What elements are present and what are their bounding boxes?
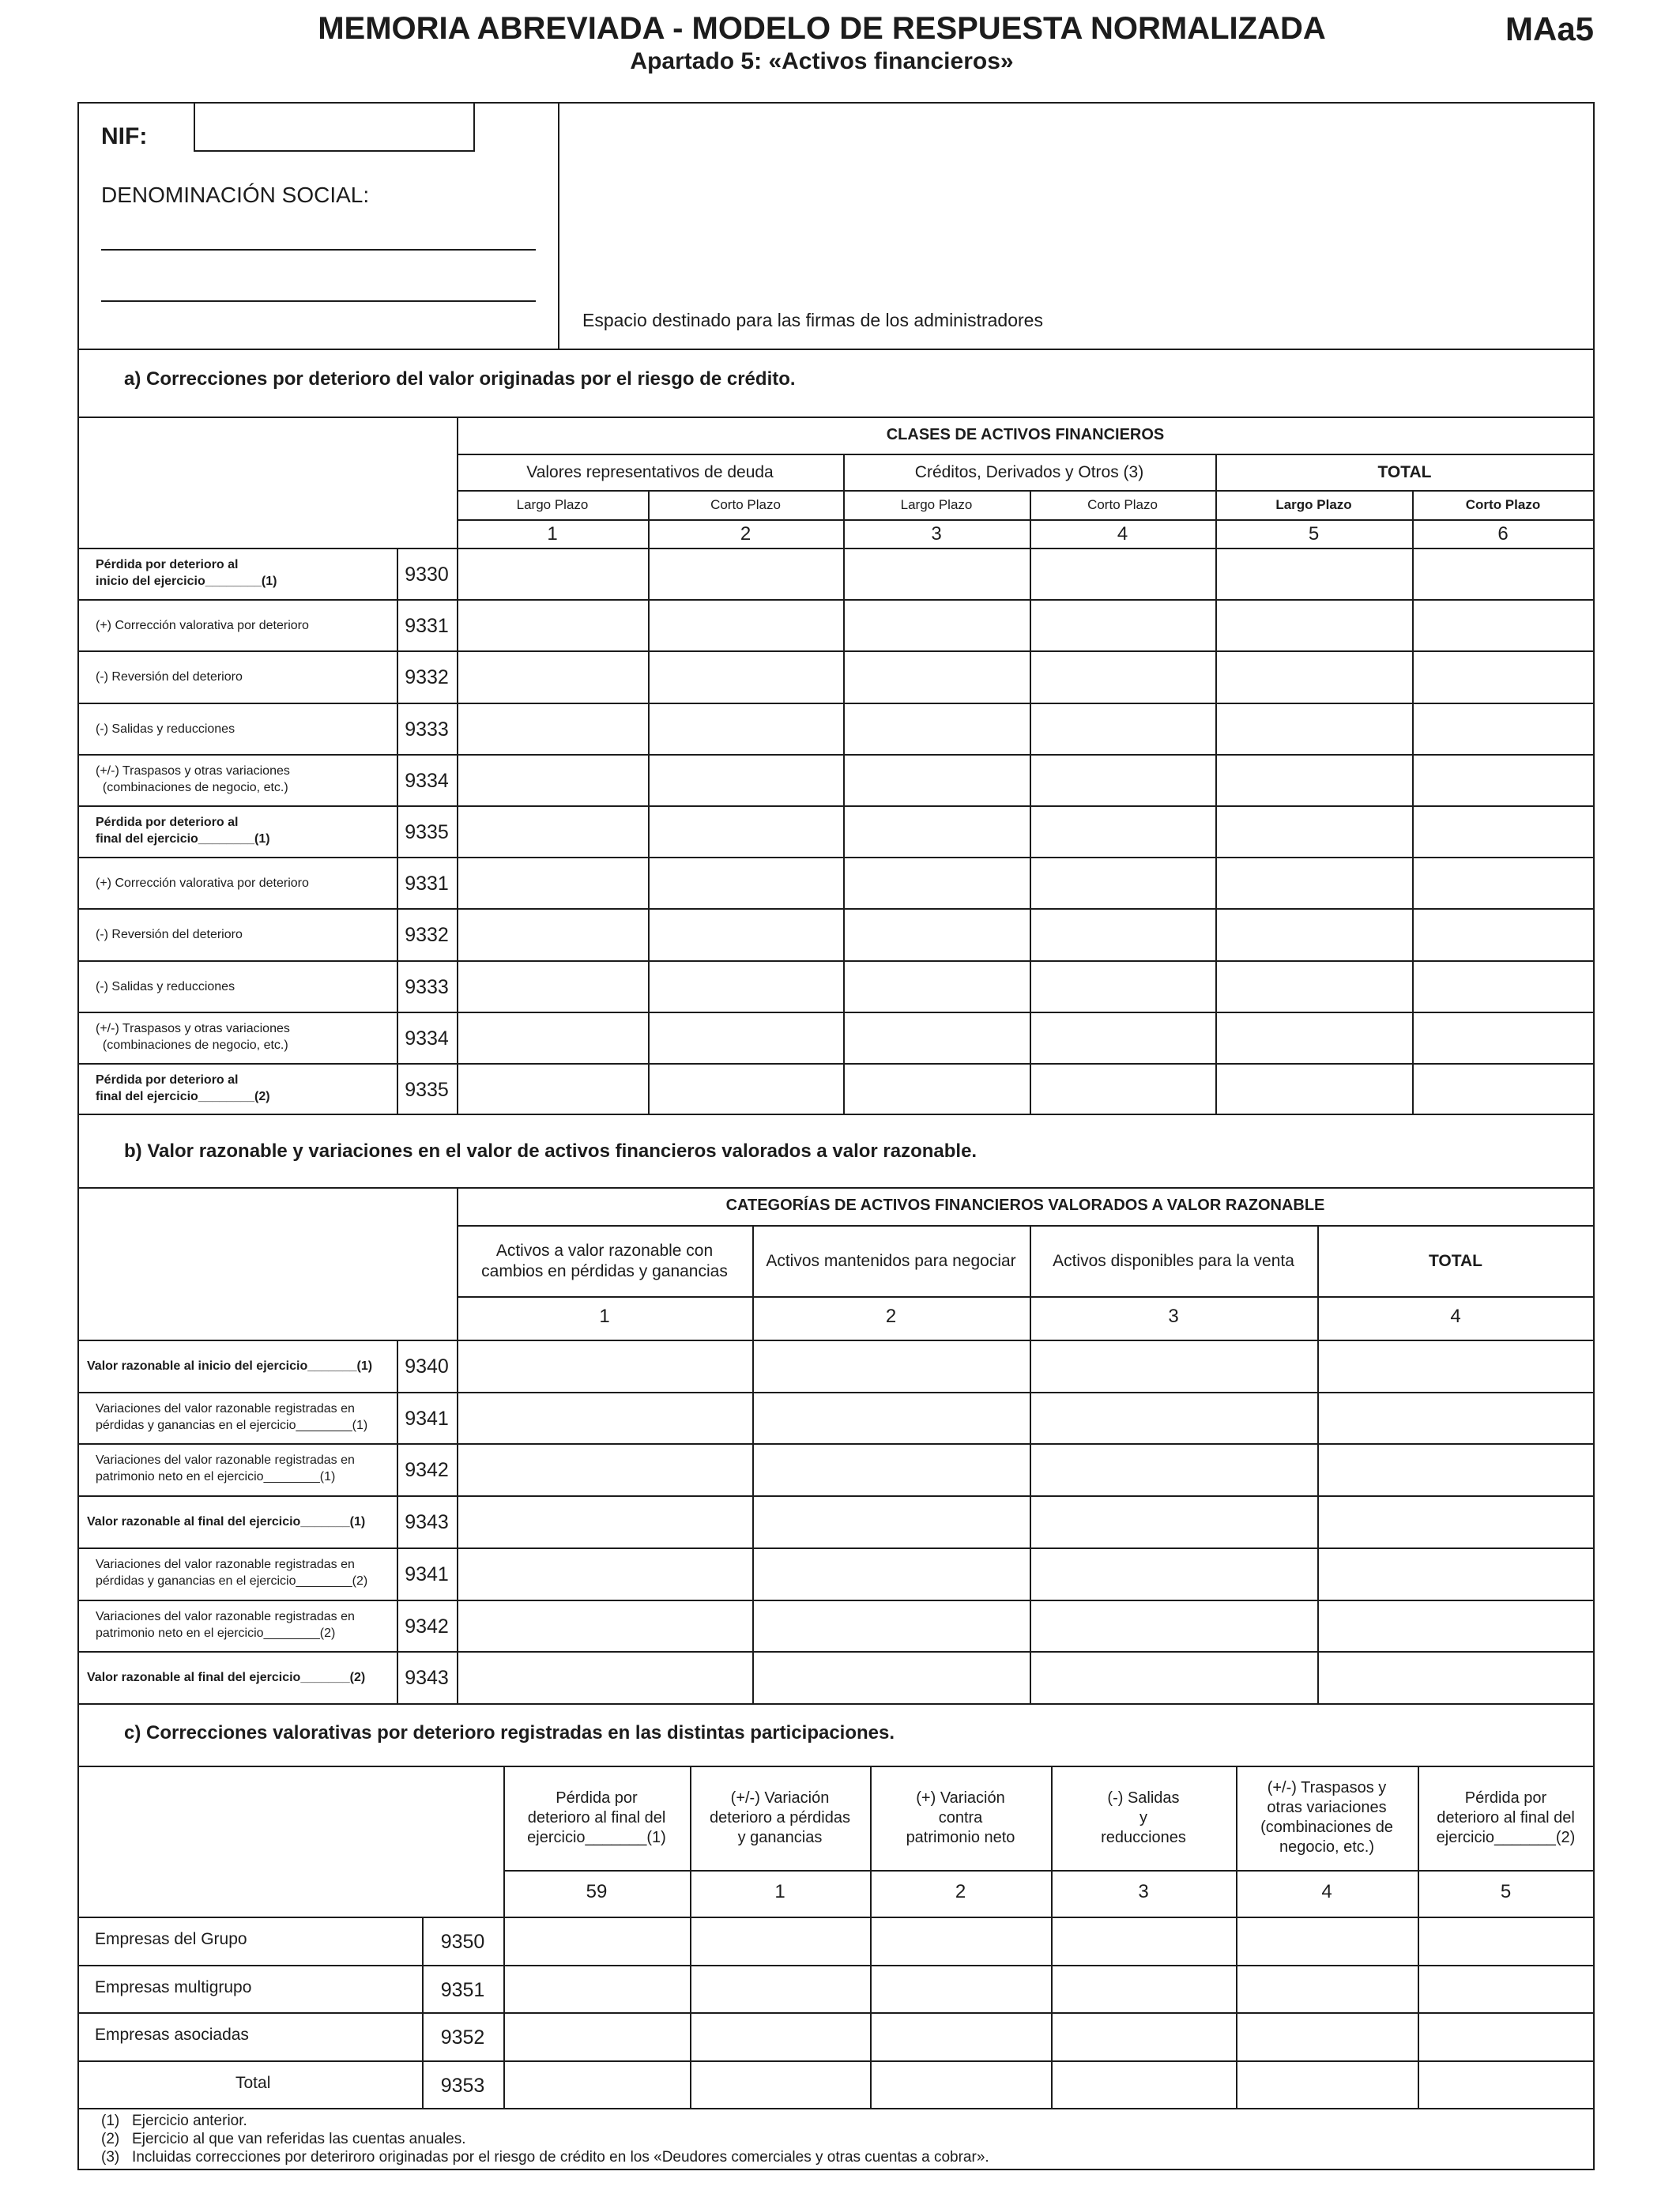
section-a-row-code: 9332 <box>405 666 449 688</box>
section-c-col-header: otras variaciones <box>1267 1799 1387 1816</box>
section-a-input-cell[interactable] <box>458 756 647 805</box>
section-b-col-number: 2 <box>885 1306 897 1327</box>
section-c-title: c) Correcciones valorativas por deterioro registradas en las distintas participaciones. <box>124 1722 895 1744</box>
section-c-input-cell[interactable] <box>872 2014 1050 2060</box>
section-c-input-cell[interactable] <box>691 2062 869 2108</box>
section-a-group-header: CLASES DE ACTIVOS FINANCIEROS <box>886 426 1165 443</box>
section-c-col-header: deterioro a pérdidas <box>710 1809 850 1826</box>
section-a-input-cell[interactable] <box>1031 601 1215 650</box>
section-a-title: a) Correcciones por deterioro del valor originadas por el riesgo de crédito. <box>124 368 796 390</box>
section-c-col-number: 5 <box>1500 1881 1512 1902</box>
section-c-col-header: (+/-) Traspasos y <box>1267 1779 1387 1796</box>
section-a-group-rule <box>457 454 1594 455</box>
section-b-input-cell[interactable] <box>754 1601 1029 1651</box>
section-a-row-label: (-) Reversión del deterioro <box>96 670 243 684</box>
section-b-col-header: Activos a valor razonable con <box>495 1242 714 1260</box>
section-c-input-cell[interactable] <box>505 2014 689 2060</box>
section-a-input-cell[interactable] <box>650 652 842 701</box>
section-a-input-cell[interactable] <box>1031 1065 1215 1114</box>
section-c-input-cell[interactable] <box>1053 1966 1235 2012</box>
section-a-input-cell[interactable] <box>1217 601 1411 650</box>
section-a-row-label: Pérdida por deterioro al <box>96 816 239 829</box>
firmas-label: Espacio destinado para las firmas de los administradores <box>582 310 1043 330</box>
section-b-row-label: pérdidas y ganancias en el ejercicio________(1) <box>96 1419 368 1432</box>
section-c-col-header: (-) Salidas <box>1107 1789 1180 1807</box>
section-c-col-header: contra <box>938 1809 983 1826</box>
section-b-row-label: Variaciones del valor razonable registradas en <box>96 1558 355 1571</box>
section-c-input-cell[interactable] <box>1419 1966 1593 2012</box>
section-b-input-cell[interactable] <box>1319 1601 1593 1651</box>
section-b-input-cell[interactable] <box>1031 1341 1317 1391</box>
section-a-input-cell[interactable] <box>1031 807 1215 856</box>
form-title: MEMORIA ABREVIADA - MODELO DE RESPUESTA NORMALIZADA <box>318 11 1326 46</box>
section-a-row-label: inicio del ejercicio________(1) <box>96 575 277 588</box>
section-b-input-cell[interactable] <box>754 1497 1029 1547</box>
section-c-bottom-rule <box>78 2108 1594 2109</box>
denominacion-line-2[interactable] <box>101 300 536 302</box>
section-a-row-label: (combinaciones de negocio, etc.) <box>96 781 288 794</box>
section-a-input-cell[interactable] <box>650 962 842 1011</box>
section-a-subcol-rule <box>457 519 1594 521</box>
section-a-input-cell[interactable] <box>650 807 842 856</box>
section-a-subcol: Corto Plazo <box>710 497 781 512</box>
section-b-input-cell[interactable] <box>754 1393 1029 1443</box>
section-a-input-cell[interactable] <box>1031 652 1215 701</box>
section-a-input-cell[interactable] <box>1031 549 1215 598</box>
section-b-row-label: patrimonio neto en el ejercicio________(1) <box>96 1470 336 1483</box>
denominacion-line-1[interactable] <box>101 249 536 251</box>
section-c-col-header: deterioro al final del <box>527 1809 666 1826</box>
section-c-row-code: 9353 <box>440 2075 485 2097</box>
section-a-subcol: Largo Plazo <box>1275 497 1352 512</box>
section-b-col-header: TOTAL <box>1428 1252 1483 1270</box>
section-c-col-header: deterioro al final del <box>1437 1809 1575 1826</box>
section-b-input-cell[interactable] <box>458 1549 751 1599</box>
section-a-input-cell[interactable] <box>650 704 842 753</box>
section-a-col-number: 5 <box>1308 523 1320 545</box>
section-c-col-header: y <box>1139 1809 1147 1826</box>
section-b-input-cell[interactable] <box>754 1549 1029 1599</box>
section-a-row-label: (+) Corrección valorativa por deterioro <box>96 619 309 632</box>
section-b-row-label: Valor razonable al inicio del ejercicio_______(1) <box>87 1359 373 1373</box>
section-a-input-cell[interactable] <box>458 807 647 856</box>
section-a-col-number: 6 <box>1497 523 1509 545</box>
footnote: (2) Ejercicio al que van referidas las cuentas anuales. <box>101 2131 466 2147</box>
section-c-row-label: Empresas asociadas <box>95 2026 249 2044</box>
section-a-input-cell[interactable] <box>1217 549 1411 598</box>
section-a-col-group: Créditos, Derivados y Otros (3) <box>914 463 1144 481</box>
section-a-input-cell[interactable] <box>1031 756 1215 805</box>
section-b-row-label: patrimonio neto en el ejercicio________(2) <box>96 1627 336 1640</box>
section-a-input-cell[interactable] <box>845 704 1029 753</box>
section-a-input-cell[interactable] <box>1414 704 1593 753</box>
section-a-input-cell[interactable] <box>650 1013 842 1062</box>
section-c-col-header: y ganancias <box>737 1829 823 1846</box>
section-c-col-header: negocio, etc.) <box>1279 1838 1375 1856</box>
section-b-col-number: 4 <box>1450 1306 1461 1327</box>
section-b-input-cell[interactable] <box>1031 1393 1317 1443</box>
form-frame <box>77 102 1595 2170</box>
denominacion-label: DENOMINACIÓN SOCIAL: <box>101 183 370 207</box>
section-a-input-cell[interactable] <box>650 910 842 959</box>
section-c-col-number: 59 <box>586 1881 608 1902</box>
section-c-row-code: 9352 <box>440 2026 485 2049</box>
section-b-row-label: Valor razonable al final del ejercicio_______(1) <box>87 1515 366 1529</box>
section-a-row-code: 9334 <box>405 770 449 792</box>
section-a-input-cell[interactable] <box>1217 910 1411 959</box>
section-b-input-cell[interactable] <box>754 1653 1029 1702</box>
section-a-input-cell[interactable] <box>1414 1065 1593 1114</box>
section-c-input-cell[interactable] <box>1419 1918 1593 1964</box>
section-b-col-header: Activos mantenidos para negociar <box>766 1252 1016 1270</box>
section-a-col-group: Valores representativos de deuda <box>526 463 774 481</box>
section-b-input-cell[interactable] <box>1319 1341 1593 1391</box>
section-a-input-cell[interactable] <box>1217 807 1411 856</box>
section-b-input-cell[interactable] <box>1319 1393 1593 1443</box>
section-a-input-cell[interactable] <box>458 1065 647 1114</box>
section-b-input-cell[interactable] <box>1319 1549 1593 1599</box>
footnote: (1) Ejercicio anterior. <box>101 2113 247 2129</box>
section-a-input-cell[interactable] <box>845 962 1029 1011</box>
section-a-input-cell[interactable] <box>1031 962 1215 1011</box>
section-a-input-cell[interactable] <box>845 1065 1029 1114</box>
section-c-top-rule <box>78 1703 1594 1705</box>
nif-label: NIF: <box>101 123 148 149</box>
section-c-row-label: Total <box>235 2074 271 2092</box>
section-b-colhead-rule <box>457 1296 1594 1298</box>
section-c-col-header: patrimonio neto <box>906 1829 1015 1846</box>
section-a-input-cell[interactable] <box>845 549 1029 598</box>
section-a-input-cell[interactable] <box>845 858 1029 907</box>
section-a-subcol: Largo Plazo <box>516 497 589 512</box>
section-b-input-cell[interactable] <box>458 1601 751 1651</box>
section-a-row-code: 9335 <box>405 1079 449 1101</box>
section-b-input-cell[interactable] <box>1031 1497 1317 1547</box>
section-a-row-label: (+/-) Traspasos y otras variaciones <box>96 764 290 778</box>
section-b-input-cell[interactable] <box>458 1341 751 1391</box>
section-b-input-cell[interactable] <box>754 1445 1029 1495</box>
section-a-input-cell[interactable] <box>1217 962 1411 1011</box>
section-a-input-cell[interactable] <box>458 549 647 598</box>
form-subtitle: Apartado 5: «Activos financieros» <box>630 48 1014 74</box>
section-a-input-cell[interactable] <box>1217 858 1411 907</box>
section-c-col-number: 2 <box>955 1881 966 1902</box>
section-a-input-cell[interactable] <box>1414 1013 1593 1062</box>
section-c-input-cell[interactable] <box>1237 1918 1417 1964</box>
section-a-input-cell[interactable] <box>1031 858 1215 907</box>
section-c-input-cell[interactable] <box>1237 2062 1417 2108</box>
section-b-input-cell[interactable] <box>458 1653 751 1702</box>
section-a-top-rule <box>78 349 1594 350</box>
section-b-title: b) Valor razonable y variaciones en el valor de activos financieros valorados a valor razonable. <box>124 1140 977 1162</box>
section-a-input-cell[interactable] <box>458 704 647 753</box>
section-a-input-cell[interactable] <box>650 1065 842 1114</box>
section-b-row-code: 9342 <box>405 1615 449 1638</box>
section-a-input-cell[interactable] <box>1217 1013 1411 1062</box>
section-c-input-cell[interactable] <box>1053 2062 1235 2108</box>
section-c-col-number: 4 <box>1321 1881 1332 1902</box>
section-a-col-number: 2 <box>740 523 751 545</box>
section-a-input-cell[interactable] <box>458 601 647 650</box>
section-c-input-cell[interactable] <box>872 1918 1050 1964</box>
section-a-input-cell[interactable] <box>650 756 842 805</box>
section-a-row-label: final del ejercicio________(1) <box>96 832 270 846</box>
section-a-row-code: 9333 <box>405 718 449 741</box>
section-a-input-cell[interactable] <box>458 1013 647 1062</box>
section-a-input-cell[interactable] <box>845 1013 1029 1062</box>
section-a-row-code: 9335 <box>405 821 449 843</box>
section-a-input-cell[interactable] <box>1414 549 1593 598</box>
section-b-row-label: pérdidas y ganancias en el ejercicio________(2) <box>96 1574 368 1588</box>
form-code: MAa5 <box>1505 10 1595 47</box>
section-b-input-cell[interactable] <box>458 1393 751 1443</box>
section-c-input-cell[interactable] <box>691 2014 869 2060</box>
section-c-col-header: (combinaciones de <box>1260 1819 1393 1836</box>
section-a-subcol: Corto Plazo <box>1087 497 1158 512</box>
section-c-input-cell[interactable] <box>1237 1966 1417 2012</box>
section-c-input-cell[interactable] <box>691 1918 869 1964</box>
section-c-col-header: (+) Variación <box>916 1789 1005 1807</box>
section-a-row-label: (-) Reversión del deterioro <box>96 928 243 941</box>
section-c-row-label: Empresas del Grupo <box>95 1930 247 1948</box>
section-a-row-code: 9332 <box>405 924 449 946</box>
section-c-row-code: 9351 <box>440 1979 485 2001</box>
section-a-input-cell[interactable] <box>1414 652 1593 701</box>
section-a-input-cell[interactable] <box>650 858 842 907</box>
section-a-input-cell[interactable] <box>1414 910 1593 959</box>
section-b-input-cell[interactable] <box>1031 1601 1317 1651</box>
section-a-input-cell[interactable] <box>1414 601 1593 650</box>
section-a-input-cell[interactable] <box>1414 807 1593 856</box>
section-b-input-cell[interactable] <box>1319 1445 1593 1495</box>
section-a-col-number: 3 <box>931 523 942 545</box>
section-c-input-cell[interactable] <box>1053 2014 1235 2060</box>
section-a-row-code: 9333 <box>405 976 449 998</box>
section-a-input-cell[interactable] <box>845 910 1029 959</box>
section-b-row-label: Variaciones del valor razonable registradas en <box>96 1610 355 1623</box>
section-b-col-header: cambios en pérdidas y ganancias <box>481 1262 728 1280</box>
section-b-input-cell[interactable] <box>1031 1549 1317 1599</box>
section-c-col-number: 1 <box>774 1881 785 1902</box>
section-b-input-cell[interactable] <box>1031 1445 1317 1495</box>
section-b-input-cell[interactable] <box>458 1497 751 1547</box>
section-b-row-label: Variaciones del valor razonable registradas en <box>96 1402 355 1416</box>
section-a-input-cell[interactable] <box>1217 652 1411 701</box>
section-b-col-number: 1 <box>599 1306 610 1327</box>
section-c-input-cell[interactable] <box>505 1918 689 1964</box>
section-a-input-cell[interactable] <box>845 652 1029 701</box>
section-c-header-rule <box>78 1766 1594 1767</box>
section-b-input-cell[interactable] <box>1319 1653 1593 1702</box>
section-c-col-header: ejercicio_______(2) <box>1436 1829 1576 1846</box>
section-a-row-label: Pérdida por deterioro al <box>96 558 239 571</box>
section-a-subgroup-rule <box>457 490 1594 492</box>
section-c-col-number: 3 <box>1138 1881 1149 1902</box>
section-a-row-label: Pérdida por deterioro al <box>96 1073 239 1087</box>
footnote: (3) Incluidas correcciones por deteriroro originadas por el riesgo de crédito en los «Deudores comerciales y otras cuentas a cobrar». <box>101 2149 989 2166</box>
section-a-input-cell[interactable] <box>1414 962 1593 1011</box>
section-c-input-cell[interactable] <box>872 2062 1050 2108</box>
section-a-input-cell[interactable] <box>1031 910 1215 959</box>
section-b-col-header: Activos disponibles para la venta <box>1053 1252 1294 1270</box>
section-b-row-code: 9343 <box>405 1667 449 1689</box>
section-a-input-cell[interactable] <box>1031 704 1215 753</box>
section-b-top-rule <box>78 1114 1594 1115</box>
section-c-input-cell[interactable] <box>505 1966 689 2012</box>
section-a-row-label: (-) Salidas y reducciones <box>96 722 235 736</box>
section-b-row-code: 9341 <box>405 1563 449 1585</box>
section-b-input-cell[interactable] <box>1031 1653 1317 1702</box>
section-c-input-cell[interactable] <box>1419 2062 1593 2108</box>
section-b-group-rule <box>457 1225 1594 1227</box>
section-a-input-cell[interactable] <box>1217 704 1411 753</box>
section-a-input-cell[interactable] <box>1414 858 1593 907</box>
section-b-row-code: 9343 <box>405 1511 449 1533</box>
section-c-row-code: 9350 <box>440 1931 485 1953</box>
section-a-input-cell[interactable] <box>1217 756 1411 805</box>
section-b-row-code: 9341 <box>405 1408 449 1430</box>
section-b-input-cell[interactable] <box>754 1341 1029 1391</box>
section-a-input-cell[interactable] <box>650 601 842 650</box>
section-b-row-code: 9340 <box>405 1355 449 1378</box>
section-a-col-number: 1 <box>547 523 558 545</box>
section-b-group-header: CATEGORÍAS DE ACTIVOS FINANCIEROS VALORADOS A VALOR RAZONABLE <box>725 1197 1325 1214</box>
section-a-row-label: (combinaciones de negocio, etc.) <box>96 1039 288 1052</box>
section-a-row-label: (-) Salidas y reducciones <box>96 980 235 993</box>
section-c-col-header: Pérdida por <box>556 1789 638 1807</box>
section-a-input-cell[interactable] <box>650 549 842 598</box>
section-b-row-label: Valor razonable al final del ejercicio_______(2) <box>87 1671 366 1684</box>
section-c-input-cell[interactable] <box>1237 2014 1417 2060</box>
section-a-input-cell[interactable] <box>1217 1065 1411 1114</box>
section-a-subcol: Corto Plazo <box>1465 497 1541 512</box>
section-c-input-cell[interactable] <box>872 1966 1050 2012</box>
section-a-input-cell[interactable] <box>458 858 647 907</box>
section-a-col-group: TOTAL <box>1377 463 1432 481</box>
section-a-input-cell[interactable] <box>458 652 647 701</box>
section-a-col-number: 4 <box>1117 523 1128 545</box>
section-a-row-code: 9331 <box>405 615 449 637</box>
section-b-col-number: 3 <box>1168 1306 1179 1327</box>
section-c-row-label: Empresas multigrupo <box>95 1978 252 1996</box>
section-a-input-cell[interactable] <box>845 807 1029 856</box>
section-b-row-code: 9342 <box>405 1459 449 1481</box>
section-b-input-cell[interactable] <box>1319 1497 1593 1547</box>
section-c-col-header: (+/-) Variación <box>730 1789 830 1807</box>
section-a-input-cell[interactable] <box>1031 1013 1215 1062</box>
section-a-header-rule <box>78 417 1594 418</box>
nif-field[interactable] <box>194 103 475 152</box>
section-c-colhead-rule <box>503 1870 1594 1872</box>
section-a-row-label: (+/-) Traspasos y otras variaciones <box>96 1022 290 1035</box>
section-a-input-cell[interactable] <box>458 962 647 1011</box>
section-a-row-code: 9330 <box>405 564 449 586</box>
section-c-input-cell[interactable] <box>505 2062 689 2108</box>
section-b-row-label: Variaciones del valor razonable registradas en <box>96 1453 355 1467</box>
section-a-input-cell[interactable] <box>1414 756 1593 805</box>
section-c-col-header: ejercicio_______(1) <box>527 1829 666 1846</box>
section-b-input-cell[interactable] <box>458 1445 751 1495</box>
section-a-input-cell[interactable] <box>845 601 1029 650</box>
section-a-input-cell[interactable] <box>458 910 647 959</box>
section-a-row-code: 9334 <box>405 1027 449 1050</box>
section-c-col-header: reducciones <box>1101 1829 1186 1846</box>
section-c-col-header: Pérdida por <box>1464 1789 1547 1807</box>
section-c-input-cell[interactable] <box>1419 2014 1593 2060</box>
section-a-row-label: (+) Corrección valorativa por deterioro <box>96 876 309 890</box>
section-a-subcol: Largo Plazo <box>900 497 973 512</box>
section-a-row-label: final del ejercicio________(2) <box>96 1090 270 1103</box>
section-a-row-code: 9331 <box>405 873 449 895</box>
section-b-header-rule <box>78 1187 1594 1189</box>
section-c-input-cell[interactable] <box>691 1966 869 2012</box>
section-c-input-cell[interactable] <box>1053 1918 1235 1964</box>
section-a-input-cell[interactable] <box>845 756 1029 805</box>
